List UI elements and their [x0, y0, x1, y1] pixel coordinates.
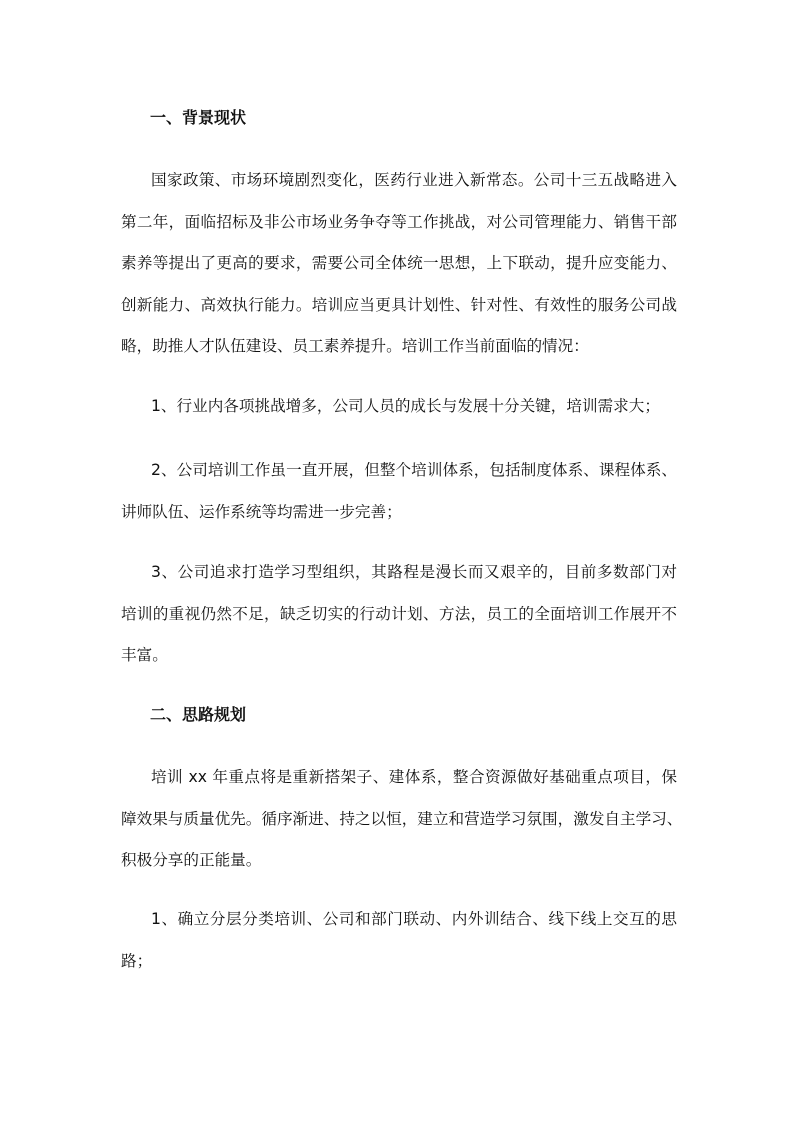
paragraph-line: 1、确立分层分类培训、公司和部门联动、内外训结合、线下线上交互的思 — [151, 910, 677, 928]
paragraph-line: 1、行业内各项挑战增多，公司人员的成长与发展十分关键，培训需求大； — [151, 397, 660, 415]
paragraph-line: 第二年，面临招标及非公市场业务争夺等工作挑战，对公司管理能力、销售干部 — [121, 212, 677, 231]
section-heading-planning: 二、思路规划 — [150, 705, 247, 724]
paragraph-line: 国家政策、市场环境剧烈变化，医药行业进入新常态。公司十三五战略进入 — [151, 171, 677, 189]
paragraph-line: 讲师队伍、运作系统等均需进一步完善； — [121, 502, 402, 521]
list-item-challenge-1 — [121, 386, 677, 428]
list-item-challenge-3 — [121, 552, 677, 677]
section-heading-background: 一、背景现状 — [150, 108, 247, 127]
paragraph-line: 培训 xx 年重点将是重新搭架子、建体系，整合资源做好基础重点项目，保 — [151, 768, 677, 786]
list-item-challenge-2 — [121, 450, 677, 533]
paragraph-line: 3、公司追求打造学习型组织，其路程是漫长而又艰辛的，目前多数部门对 — [151, 563, 677, 581]
paragraph-line: 素养等提出了更高的要求，需要公司全体统一思想，上下联动，提升应变能力、 — [121, 254, 677, 272]
paragraph-background-intro — [121, 160, 677, 368]
paragraph-line: 略，助推人才队伍建设、员工素养提升。培训工作当前面临的情况： — [121, 337, 589, 355]
paragraph-line: 丰富。 — [121, 646, 168, 664]
paragraph-planning-intro — [121, 757, 683, 882]
paragraph-line: 创新能力、高效执行能力。培训应当更具计划性、针对性、有效性的服务公司战 — [121, 295, 677, 314]
paragraph-line: 2、公司培训工作虽一直开展，但整个培训体系，包括制度体系、课程体系、 — [151, 461, 677, 479]
paragraph-line: 障效果与质量优先。循序渐进、持之以恒，建立和营造学习氛围，激发自主学习、 — [121, 809, 683, 828]
paragraph-line: 路； — [121, 951, 153, 970]
list-item-planning-1 — [121, 899, 677, 982]
paragraph-line: 培训的重视仍然不足，缺乏切实的行动计划、方法，员工的全面培训工作展开不 — [121, 604, 677, 623]
paragraph-line: 积极分享的正能量。 — [121, 851, 262, 869]
